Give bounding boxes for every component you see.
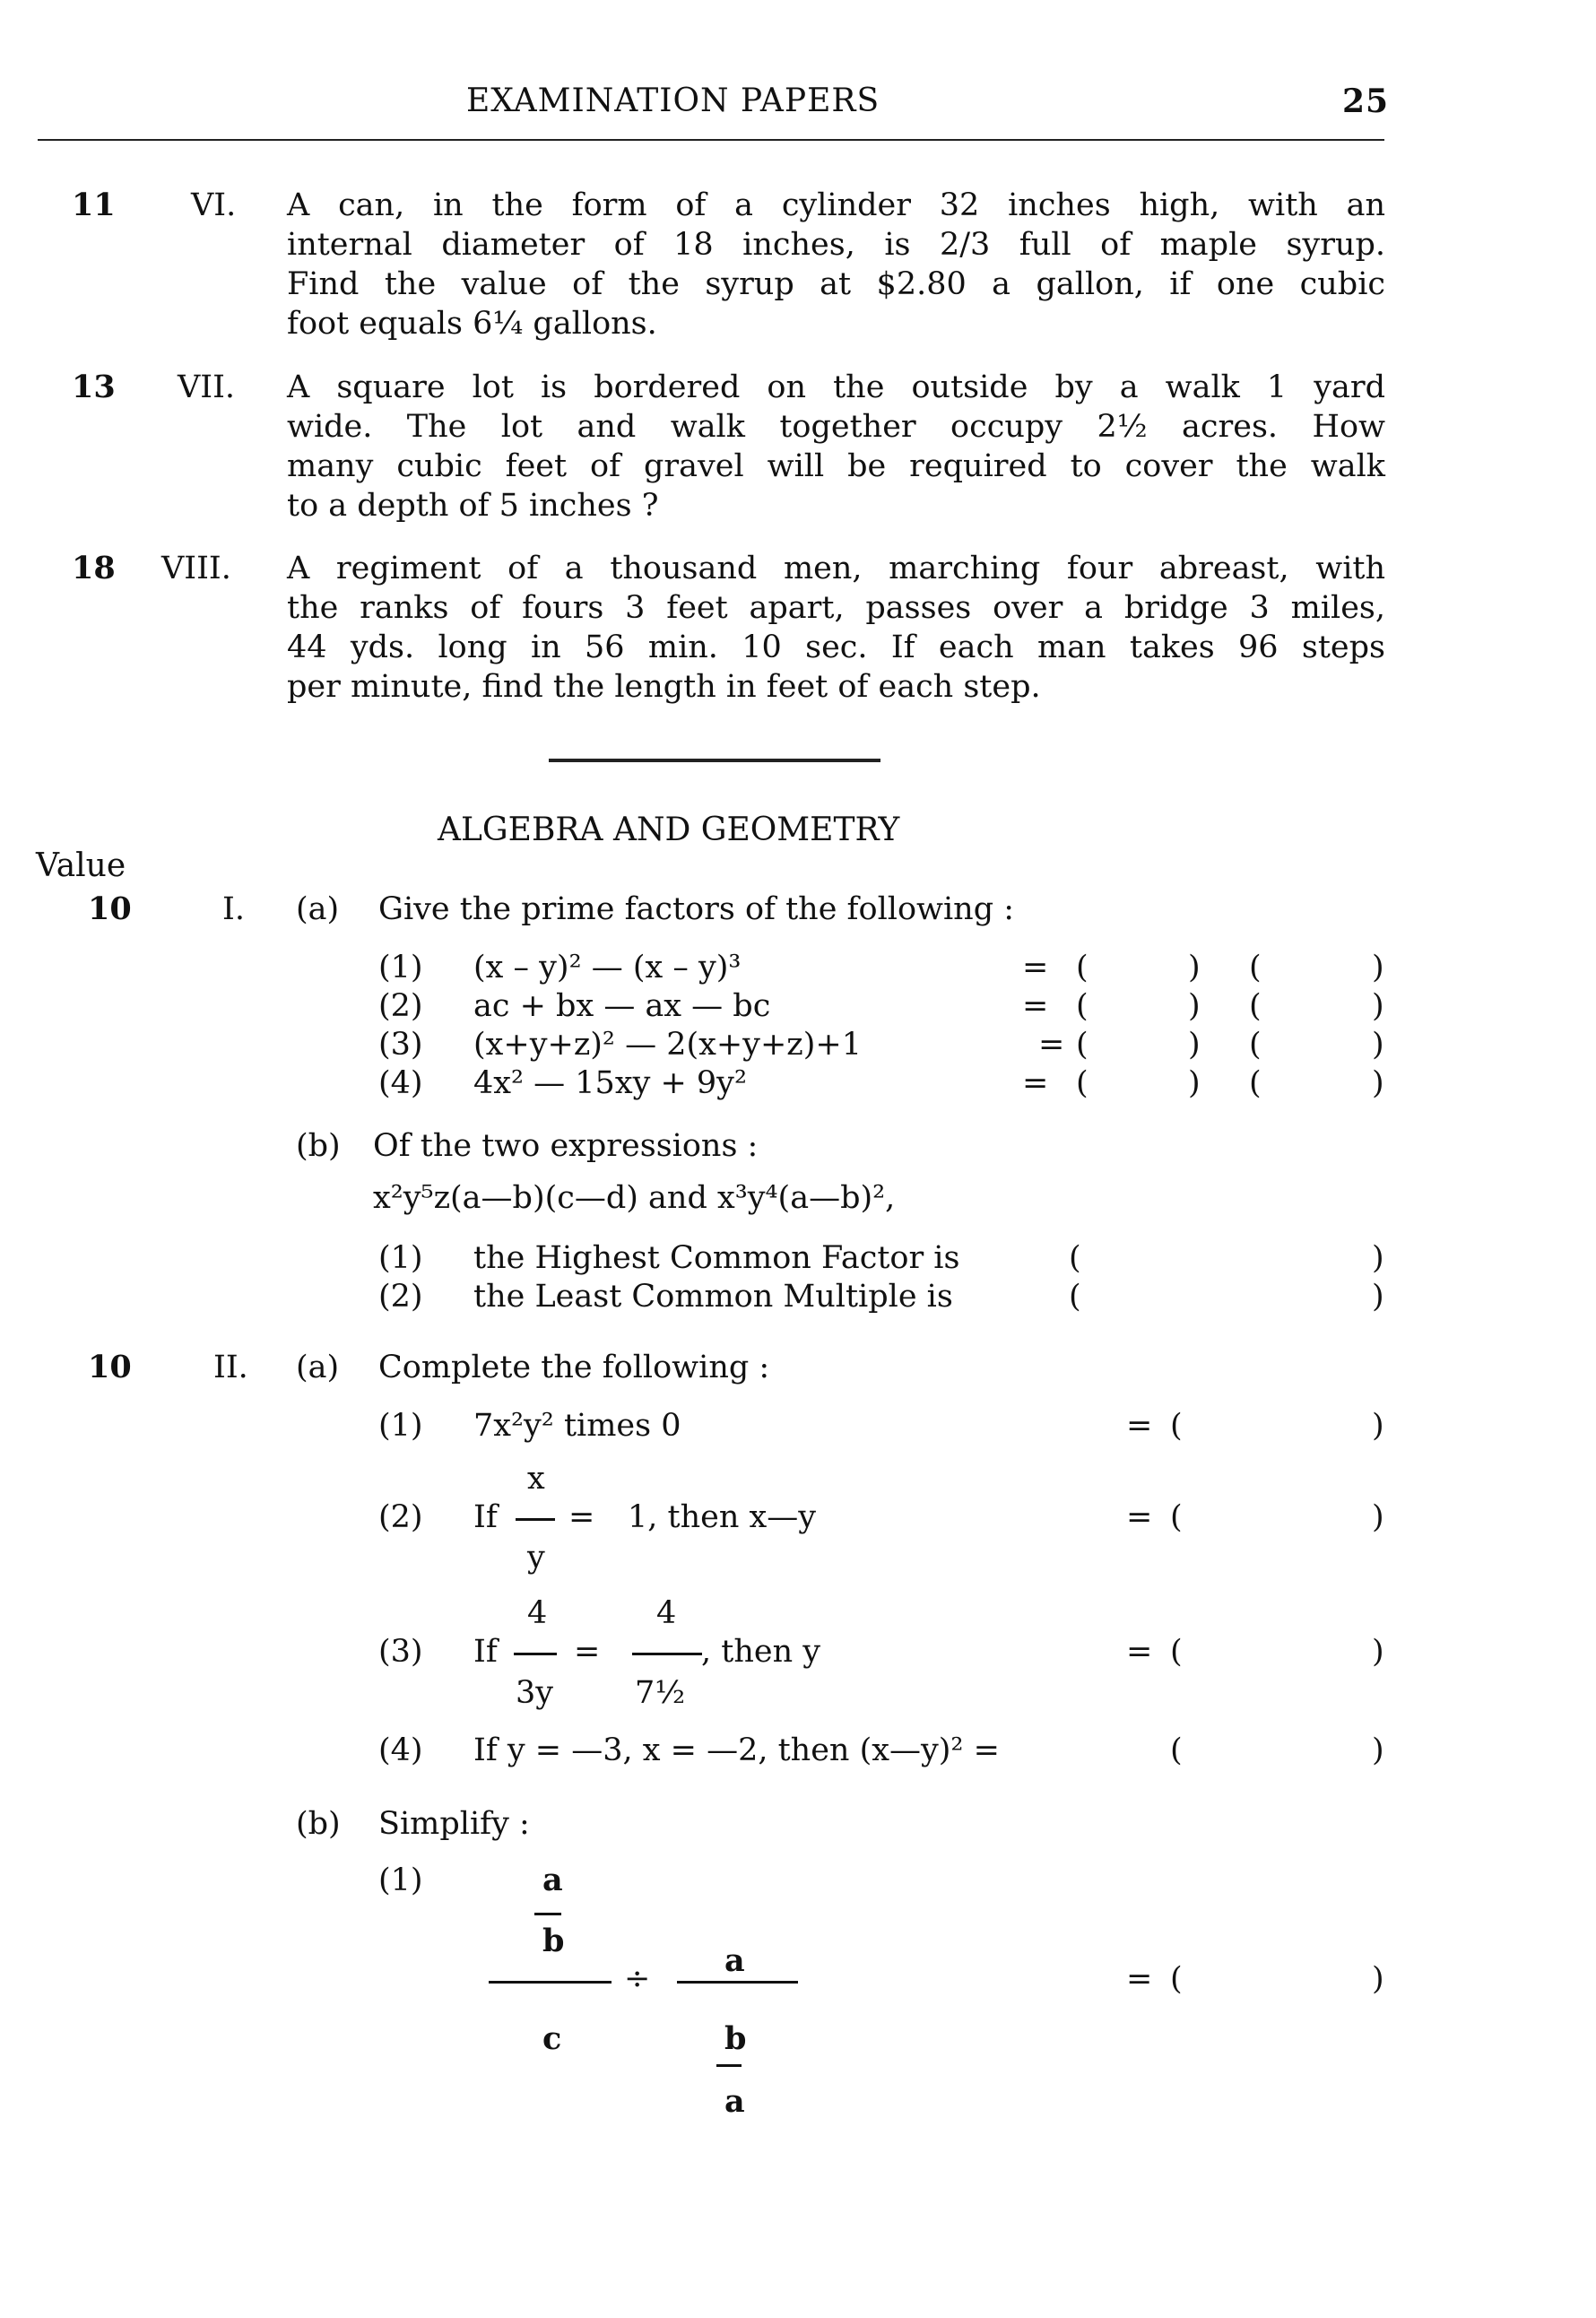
- open-paren: (: [1249, 950, 1262, 985]
- main-fraction-bar: [677, 1981, 798, 1984]
- inner-denominator: b: [542, 1923, 565, 1959]
- question-value: 13: [72, 369, 116, 405]
- fraction-bar: [516, 1518, 555, 1521]
- fraction-denominator: 7½: [635, 1675, 686, 1711]
- right-denominator-a: a: [724, 2083, 745, 2120]
- item-text: , then y: [701, 1634, 821, 1670]
- divide-sign: ÷: [624, 1961, 651, 1997]
- question-number: VII.: [178, 369, 236, 405]
- item-number: (1): [378, 1240, 423, 1276]
- close-paren: ): [1372, 988, 1384, 1024]
- open-paren: (: [1170, 1408, 1183, 1444]
- item-number: (4): [378, 1065, 423, 1101]
- main-fraction-bar: [489, 1981, 612, 1984]
- equals-sign: =: [568, 1499, 595, 1535]
- equals-sign: =: [1022, 988, 1049, 1024]
- question-line: foot equals 6¼ gallons.: [287, 306, 657, 342]
- close-paren: ): [1188, 950, 1201, 985]
- close-paren: ): [1372, 950, 1384, 985]
- open-paren: (: [1076, 950, 1089, 985]
- part-label: (a): [296, 1350, 340, 1385]
- item-text: If y = —3, x = —2, then (x—y)² =: [473, 1732, 1000, 1768]
- close-paren: ): [1188, 1027, 1201, 1063]
- open-paren: (: [1076, 988, 1089, 1024]
- open-paren: (: [1249, 1065, 1262, 1101]
- close-paren: ): [1372, 1065, 1384, 1101]
- right-numerator: a: [724, 1942, 745, 1979]
- close-paren: ): [1372, 1027, 1384, 1063]
- fraction-numerator: 4: [656, 1595, 677, 1631]
- open-paren: (: [1170, 1634, 1183, 1670]
- item-number: (1): [378, 950, 423, 985]
- close-paren: ): [1188, 1065, 1201, 1101]
- question-value: 11: [72, 187, 116, 223]
- item-number: (3): [378, 1027, 423, 1063]
- fraction-denominator: 3y: [516, 1675, 554, 1711]
- fraction-numerator: x: [527, 1461, 545, 1497]
- if-word: If: [473, 1634, 498, 1670]
- lcm-text: the Least Common Multiple is: [473, 1279, 953, 1315]
- if-word: If: [473, 1499, 498, 1535]
- section-title: ALGEBRA AND GEOMETRY: [438, 812, 900, 848]
- close-paren: ): [1372, 1732, 1384, 1768]
- close-paren: ): [1372, 1499, 1384, 1535]
- question-value: 18: [72, 550, 116, 586]
- equals-sign: =: [1022, 1065, 1049, 1101]
- hcf-text: the Highest Common Factor is: [473, 1240, 960, 1276]
- equals-sign: =: [1126, 1408, 1153, 1444]
- question-line: A regiment of a thousand men, marching four abreast, with: [287, 551, 1385, 586]
- close-paren: ): [1372, 1240, 1384, 1276]
- item-number: (2): [378, 988, 423, 1024]
- question-line: the ranks of fours 3 feet apart, passes over a bridge 3 miles,: [287, 590, 1385, 626]
- question-number: VI.: [191, 187, 237, 223]
- close-paren: ): [1188, 988, 1201, 1024]
- open-paren: (: [1170, 1499, 1183, 1535]
- open-paren: (: [1170, 1961, 1183, 1997]
- right-denominator-b: b: [724, 2020, 747, 2057]
- question-value: 10: [88, 890, 132, 927]
- item-number: (1): [378, 1862, 423, 1898]
- factor-expression: (x+y+z)² — 2(x+y+z)+1: [473, 1027, 862, 1063]
- open-paren: (: [1249, 1027, 1262, 1063]
- running-header-title: EXAMINATION PAPERS: [466, 82, 880, 119]
- open-paren: (: [1076, 1027, 1089, 1063]
- factor-expression: (x – y)² — (x – y)³: [473, 950, 742, 985]
- part-text: Of the two expressions :: [373, 1128, 759, 1164]
- question-value: 10: [88, 1349, 132, 1385]
- expression-pair: x²y⁵z(a—b)(c—d) and x³y⁴(a—b)²,: [373, 1180, 896, 1216]
- equals-sign: =: [1126, 1961, 1153, 1997]
- open-paren: (: [1170, 1732, 1183, 1768]
- item-text: 1, then x—y: [628, 1499, 817, 1535]
- equals-sign: =: [1022, 950, 1049, 985]
- question-line: 44 yds. long in 56 min. 10 sec. If each man takes 96 steps: [287, 629, 1385, 665]
- question-number: VIII.: [161, 551, 231, 586]
- close-paren: ): [1372, 1279, 1384, 1315]
- part-label: (a): [296, 891, 340, 927]
- value-column-label: Value: [36, 847, 126, 884]
- item-text: 7x²y² times 0: [473, 1408, 681, 1444]
- section-divider: [549, 759, 880, 762]
- question-number: I.: [222, 891, 245, 927]
- part-label: (b): [296, 1128, 341, 1164]
- factor-expression: ac + bx — ax — bc: [473, 988, 771, 1024]
- equals-sign: =: [1038, 1027, 1065, 1063]
- header-rule: [38, 139, 1384, 141]
- inner-numerator: a: [542, 1862, 563, 1898]
- item-number: (4): [378, 1732, 423, 1768]
- equals-sign: =: [1126, 1499, 1153, 1535]
- equals-sign: =: [1126, 1634, 1153, 1670]
- equals-sign: =: [574, 1634, 601, 1670]
- question-number: II.: [213, 1350, 248, 1385]
- question-line: wide. The lot and walk together occupy 2½ acres. How: [287, 409, 1385, 445]
- item-number: (3): [378, 1634, 423, 1670]
- question-line: to a depth of 5 inches ?: [287, 488, 659, 524]
- part-label: (b): [296, 1806, 341, 1842]
- question-line: A square lot is bordered on the outside by a walk 1 yard: [287, 369, 1385, 405]
- fraction-bar: [514, 1653, 557, 1655]
- open-paren: (: [1076, 1065, 1089, 1101]
- question-line: Find the value of the syrup at $2.80 a gallon, if one cubic: [287, 266, 1385, 302]
- question-line: internal diameter of 18 inches, is 2/3 full of maple syrup.: [287, 227, 1385, 263]
- factor-expression: 4x² — 15xy + 9y²: [473, 1065, 747, 1101]
- page-number: 25: [1342, 82, 1390, 120]
- close-paren: ): [1372, 1634, 1384, 1670]
- open-paren: (: [1069, 1240, 1081, 1276]
- denominator-c: c: [542, 2020, 562, 2057]
- inner-fraction-bar: [716, 2064, 742, 2067]
- close-paren: ): [1372, 1961, 1384, 1997]
- question-line: many cubic feet of gravel will be required to cover the walk: [287, 448, 1385, 484]
- inner-fraction-bar: [534, 1913, 561, 1915]
- close-paren: ): [1372, 1408, 1384, 1444]
- part-text: Give the prime factors of the following :: [378, 891, 1015, 927]
- item-number: (2): [378, 1279, 423, 1315]
- item-number: (2): [378, 1499, 423, 1535]
- question-line: per minute, find the length in feet of each step.: [287, 669, 1041, 705]
- question-line: A can, in the form of a cylinder 32 inches high, with an: [287, 187, 1385, 223]
- part-text: Simplify :: [378, 1806, 530, 1842]
- part-text: Complete the following :: [378, 1350, 770, 1385]
- item-number: (1): [378, 1408, 423, 1444]
- fraction-bar: [632, 1653, 702, 1655]
- fraction-numerator: 4: [527, 1595, 548, 1631]
- fraction-denominator: y: [527, 1540, 545, 1576]
- open-paren: (: [1249, 988, 1262, 1024]
- open-paren: (: [1069, 1279, 1081, 1315]
